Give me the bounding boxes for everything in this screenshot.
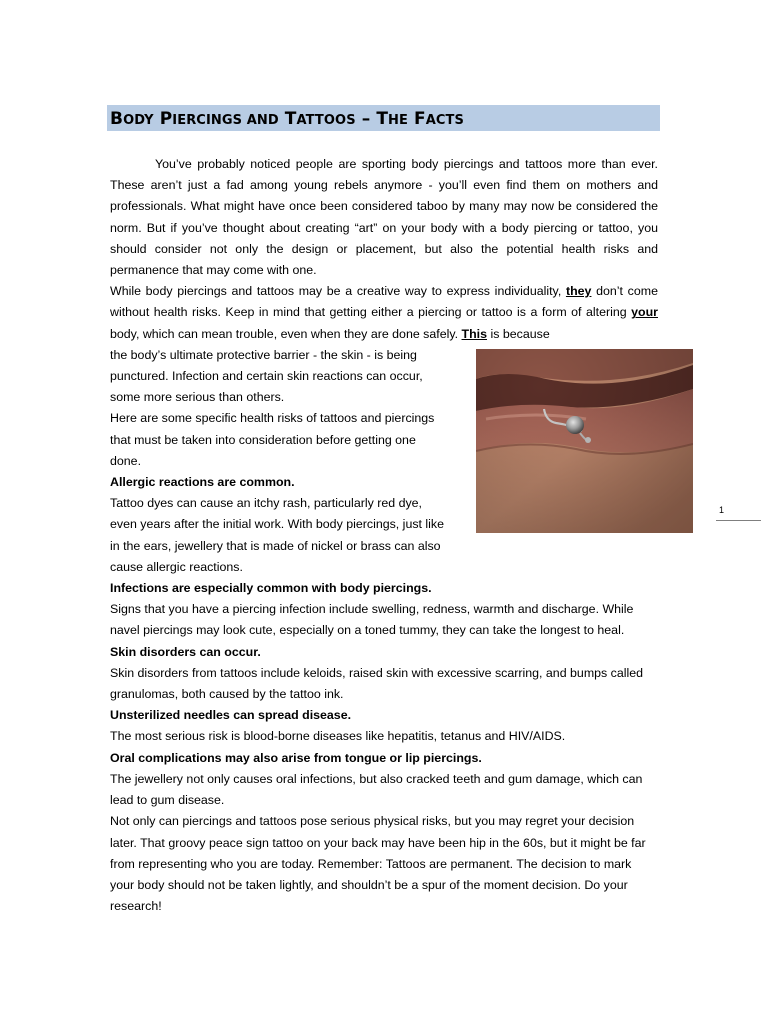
section-heading-infections: Infections are especially common with body piercings. <box>110 581 432 596</box>
section-heading-oral: Oral complications may also arise from tongue or lip piercings. <box>110 750 482 765</box>
health-risks-intro: Here are some specific health risks of tattoos and piercings that must be taken into consideration before getting one done. <box>110 411 435 468</box>
section-text-skin: Skin disorders from tattoos include keloids, raised skin with excessive scarring, and bumps called granulomas, both caused by the tattoo ink. <box>110 665 644 702</box>
closing-paragraph: Not only can piercings and tattoos pose serious physical risks, but you may regret your decision later. That groovy peace sign tattoo on your back may have been hip in the 60s, but it might be far from representing who you are today. Remember: Tattoos are permanent. The decision to mark your body should not be taken lightly, and shouldn’t be a spur of the moment decision. Do your research! <box>110 814 646 914</box>
section-text-infections: Signs that you have a piercing infection include swelling, redness, warmth and discharge. While navel piercings may look cute, especially on a toned tummy, they can take the longest to heal. <box>110 602 634 638</box>
section-heading-needles: Unsterilized needles can spread disease. <box>110 708 352 723</box>
barrier-paragraph: the body’s ultimate protective barrier - the skin - is being punctured. Infection and certain skin reactions can occur, some more serious than others. <box>110 347 423 405</box>
section-text-oral: The jewellery not only causes oral infections, but also cracked teeth and gum damage, which can lead to gum disease. <box>110 771 643 808</box>
emphasis-they: they <box>565 284 592 299</box>
emphasis-this: This <box>461 326 488 341</box>
section-text-needles: The most serious risk is blood-borne diseases like hepatitis, tetanus and HIV/AIDS. <box>110 729 566 744</box>
page-number-rule <box>716 520 761 521</box>
section-heading-allergic: Allergic reactions are common. <box>110 475 295 490</box>
risks-paragraph: While body piercings and tattoos may be a creative way to express individuality, they don’t come without health risks. Keep in mind that getting either a piercing or tattoo is a form of altering your body, which can mean trouble, even when they are done safely. This is because <box>110 284 658 341</box>
intro-paragraph: You’ve probably noticed people are sporting body piercings and tattoos more than ever. These aren’t just a fad among young rebels anymore - you’ll even find them on mothers and professionals. What might have once been considered taboo by many may now be considered the norm. But if you’ve thought about creating “art” on your body with a body piercing or tattoo, you should consider not only the design or placement, but also the potential health risks and permanence that may come with one. <box>110 157 658 278</box>
section-text-allergic: Tattoo dyes can cause an itchy rash, particularly red dye, even years after the initial work. With body piercings, just like in the ears, jewellery that is made of nickel or brass can also cause allergic reactions. <box>110 496 445 574</box>
section-heading-skin: Skin disorders can occur. <box>110 644 261 659</box>
page-title: BODY PIERCINGS AND TATTOOS – THE FACTS <box>110 109 464 129</box>
emphasis-your: your <box>631 305 658 320</box>
article-body <box>110 154 658 917</box>
page-number: 1 <box>719 505 725 515</box>
lip-piercing-photo <box>476 349 693 533</box>
